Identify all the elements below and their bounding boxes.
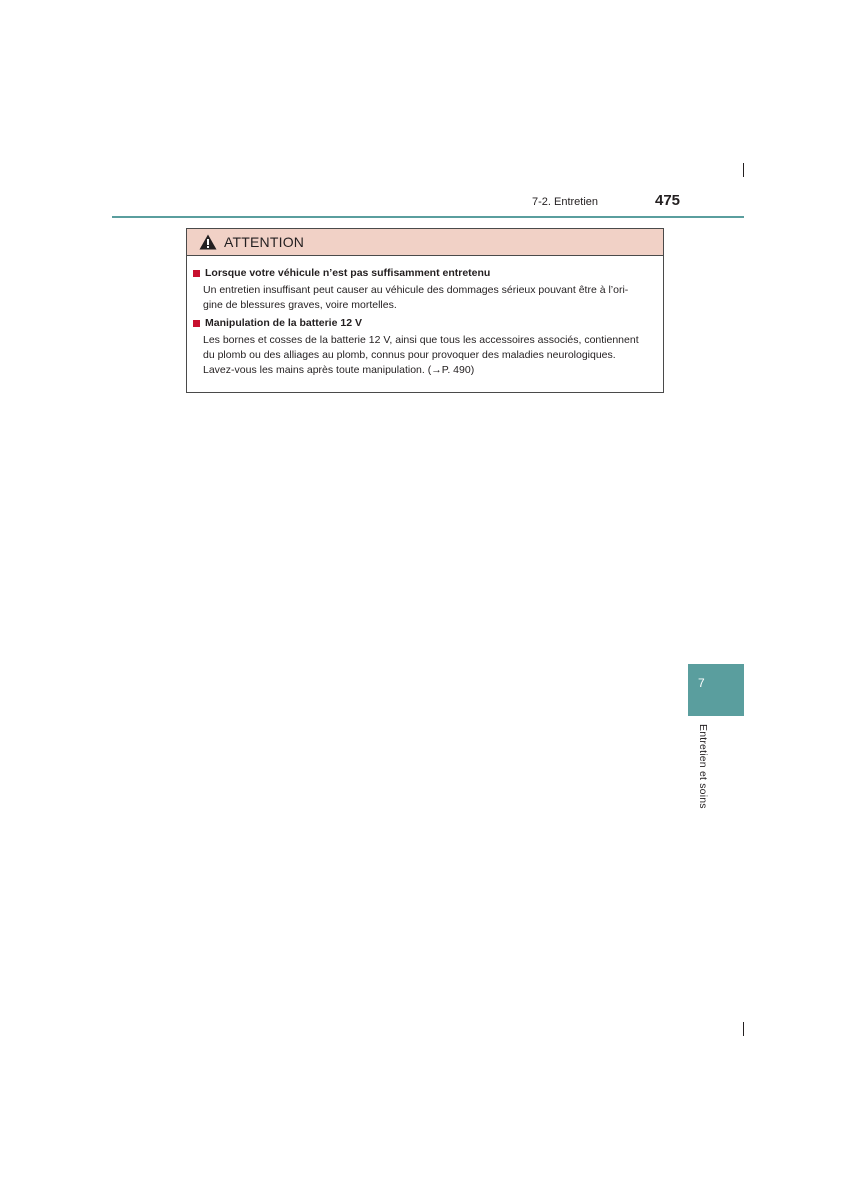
caution-item-heading-text: Manipulation de la batterie 12 V [205,317,362,329]
section-title: 7-2. Entretien [532,196,599,208]
red-square-bullet-icon [193,320,200,327]
header-rule [112,216,744,218]
caution-item-line: Un entretien insuffisant peut causer au véhicule des dommages sérieux pouvant être à l’ori- [203,284,629,296]
caution-item-line: du plomb ou des alliages au plomb, connus pour provoquer des maladies neurologiques. [203,349,616,361]
chapter-number: 7 [698,676,705,690]
crop-mark-bottom [743,1022,744,1036]
caution-body [187,256,663,392]
caution-item-heading-text: Lorsque votre véhicule n’est pas suffisamment entretenu [205,267,491,279]
chapter-tab [688,664,744,716]
caution-title: ATTENTION [224,234,305,250]
caution-item-text [203,333,655,378]
red-square-bullet-icon [193,270,200,277]
caution-item-heading [193,267,655,279]
caution-box [186,228,664,393]
caution-header [187,229,663,256]
caution-item-line: gine de blessures graves, voire mortelles. [203,299,397,311]
caution-item-line: Lavez-vous les mains après toute manipulation. (→P. 490) [203,364,475,376]
crop-mark-top [743,163,744,177]
page-number: 475 [655,192,681,209]
caution-item-text [203,283,655,313]
caution-item-heading [193,317,655,329]
warning-triangle-icon [199,234,217,250]
caution-item-line: Les bornes et cosses de la batterie 12 V, ainsi que tous les accessoires associés, contiennent [203,334,639,346]
chapter-label: Entretien et soins [697,724,709,809]
